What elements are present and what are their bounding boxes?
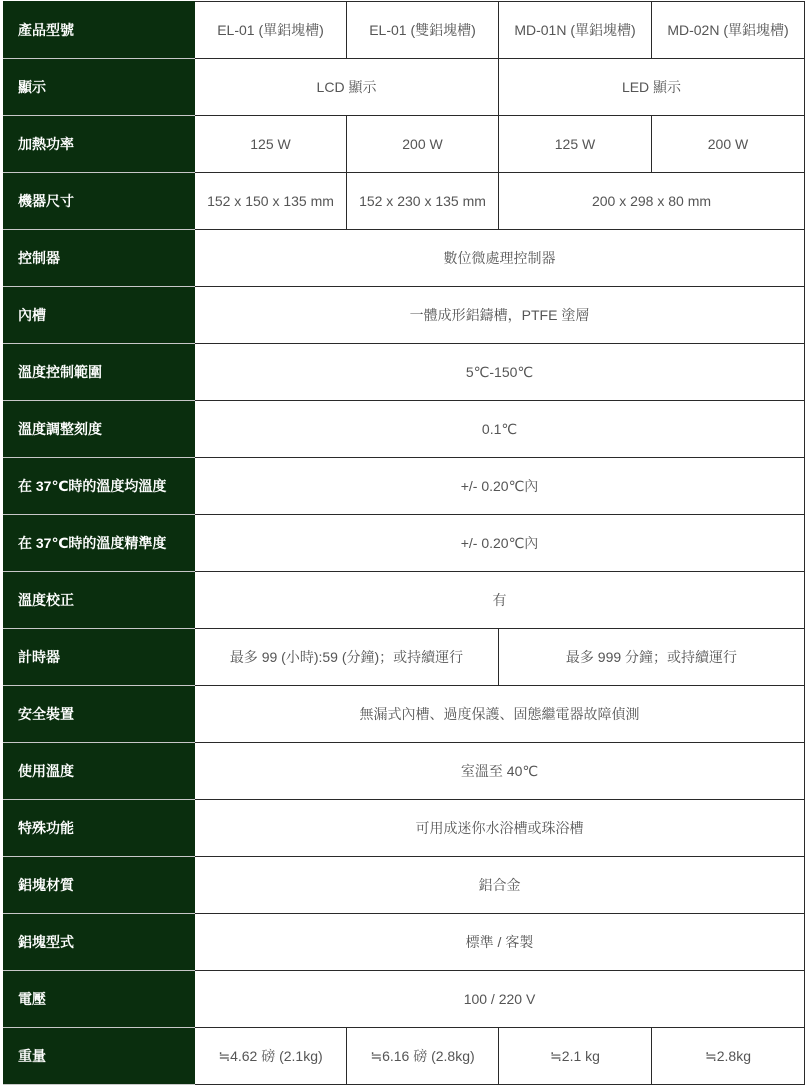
- row-label: 計時器: [4, 629, 195, 686]
- table-row: [4, 458, 805, 515]
- row-label: 加熱功率: [4, 116, 195, 173]
- table-cell: 200 W: [347, 116, 499, 173]
- table-cell: 5℃-150℃: [195, 344, 805, 401]
- row-label: 在 37℃時的溫度均溫度: [4, 458, 195, 515]
- table-row: [4, 59, 805, 116]
- table-cell: 152 x 230 x 135 mm: [347, 173, 499, 230]
- table-cell: 標準 / 客製: [195, 914, 805, 971]
- table-cell: 最多 99 (小時):59 (分鐘)；或持續運行: [195, 629, 499, 686]
- table-row: [4, 971, 805, 1028]
- table-cell: 最多 999 分鐘；或持續運行: [499, 629, 805, 686]
- row-label: 內槽: [4, 287, 195, 344]
- table-cell: ≒4.62 磅 (2.1kg): [195, 1028, 347, 1085]
- spec-table: [3, 1, 805, 1085]
- table-row: [4, 572, 805, 629]
- table-cell: 鋁合金: [195, 857, 805, 914]
- table-row: [4, 287, 805, 344]
- table-cell: LED 顯示: [499, 59, 805, 116]
- row-label: 鋁塊型式: [4, 914, 195, 971]
- table-cell: MD-01N (單鋁塊槽): [499, 2, 652, 59]
- table-cell: 152 x 150 x 135 mm: [195, 173, 347, 230]
- table-cell: +/- 0.20℃內: [195, 515, 805, 572]
- table-row: [4, 857, 805, 914]
- table-cell: EL-01 (雙鋁塊槽): [347, 2, 499, 59]
- row-label: 安全裝置: [4, 686, 195, 743]
- row-label: 使用溫度: [4, 743, 195, 800]
- table-cell: MD-02N (單鋁塊槽): [652, 2, 805, 59]
- row-label: 控制器: [4, 230, 195, 287]
- table-row: [4, 515, 805, 572]
- table-cell: 數位微處理控制器: [195, 230, 805, 287]
- row-label: 溫度控制範圍: [4, 344, 195, 401]
- spec-table-body: [4, 2, 805, 1085]
- row-label: 溫度調整刻度: [4, 401, 195, 458]
- table-row: [4, 2, 805, 59]
- table-cell: 一體成形鋁鑄槽，PTFE 塗層: [195, 287, 805, 344]
- table-cell: ≒6.16 磅 (2.8kg): [347, 1028, 499, 1085]
- row-label: 特殊功能: [4, 800, 195, 857]
- table-cell: +/- 0.20℃內: [195, 458, 805, 515]
- table-cell: 無漏式內槽、過度保護、固態繼電器故障偵測: [195, 686, 805, 743]
- table-cell: ≒2.1 kg: [499, 1028, 652, 1085]
- table-cell: 可用成迷你水浴槽或珠浴槽: [195, 800, 805, 857]
- table-cell: 125 W: [195, 116, 347, 173]
- row-label: 機器尺寸: [4, 173, 195, 230]
- row-label: 產品型號: [4, 2, 195, 59]
- row-label: 顯示: [4, 59, 195, 116]
- table-row: [4, 743, 805, 800]
- table-cell: 0.1℃: [195, 401, 805, 458]
- table-row: [4, 230, 805, 287]
- table-row: [4, 116, 805, 173]
- table-cell: LCD 顯示: [195, 59, 499, 116]
- table-row: [4, 1028, 805, 1085]
- table-cell: 室溫至 40℃: [195, 743, 805, 800]
- table-row: [4, 686, 805, 743]
- row-label: 在 37℃時的溫度精準度: [4, 515, 195, 572]
- table-row: [4, 800, 805, 857]
- table-row: [4, 344, 805, 401]
- row-label: 重量: [4, 1028, 195, 1085]
- table-cell: 200 W: [652, 116, 805, 173]
- table-cell: 200 x 298 x 80 mm: [499, 173, 805, 230]
- table-row: [4, 401, 805, 458]
- table-row: [4, 629, 805, 686]
- table-cell: 有: [195, 572, 805, 629]
- table-cell: ≒2.8kg: [652, 1028, 805, 1085]
- table-row: [4, 173, 805, 230]
- table-cell: 100 / 220 V: [195, 971, 805, 1028]
- table-cell: EL-01 (單鋁塊槽): [195, 2, 347, 59]
- row-label: 鋁塊材質: [4, 857, 195, 914]
- table-cell: 125 W: [499, 116, 652, 173]
- row-label: 溫度校正: [4, 572, 195, 629]
- row-label: 電壓: [4, 971, 195, 1028]
- table-row: [4, 914, 805, 971]
